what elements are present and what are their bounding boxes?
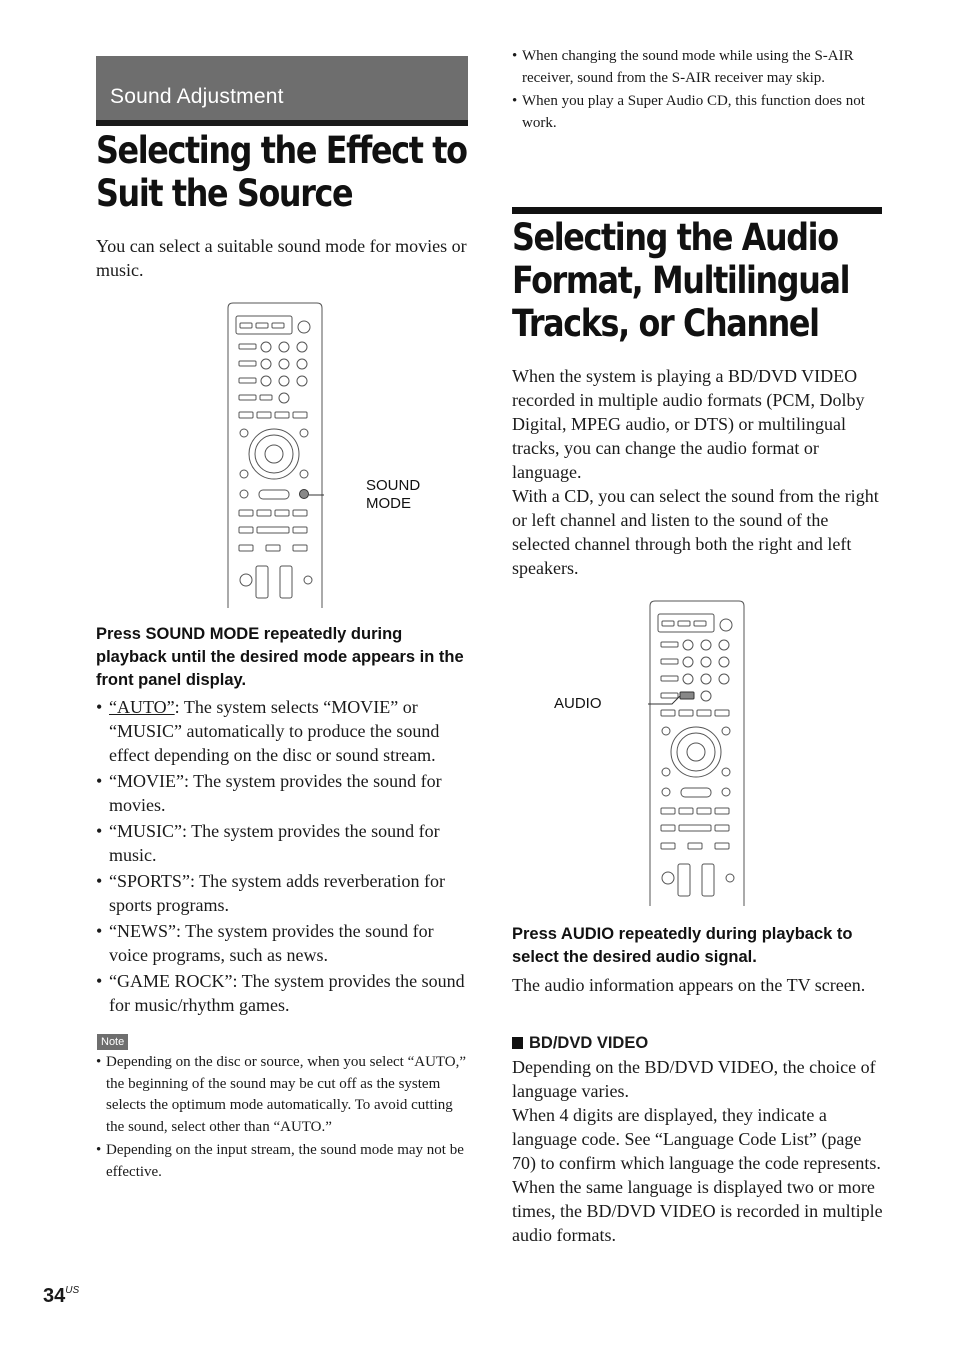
section-header-bar <box>96 56 468 126</box>
sound-mode-callout: SOUND MODE <box>366 477 421 512</box>
note-label: Note <box>97 1034 128 1050</box>
remote-control-illustration-sound-mode <box>226 302 324 608</box>
right-para-3: Depending on the BD/DVD VIDEO, the choice of language varies. <box>512 1057 876 1101</box>
heading-rule <box>512 207 882 214</box>
sound-mode-list <box>96 695 468 1019</box>
left-heading-line-1: Selecting the Effect to <box>96 129 467 172</box>
list-item: • Depending on the disc or source, when you select “AUTO,” the beginning of the sound may be cut off as the system selects the optimum mode automatically. To avoid cutting the sound, select other than “AUTO.” <box>96 1052 468 1138</box>
left-intro: You can select a suitable sound mode for movies or music. <box>96 236 467 280</box>
list-item: • When you play a Super Audio CD, this function does not work. <box>512 91 884 134</box>
bd-dvd-subheading: BD/DVD VIDEO <box>512 1033 648 1053</box>
right-heading-line-2: Format, Multilingual <box>512 259 850 302</box>
right-heading-line-3: Tracks, or Channel <box>512 302 819 345</box>
page-number: $34^{US}$ <box>43 1285 80 1307</box>
right-info: The audio information appears on the TV screen. <box>512 975 866 995</box>
list-item: • When changing the sound mode while using the S-AIR receiver, sound from the S-AIR receiver may skip. <box>512 46 884 89</box>
remote-control-illustration-audio <box>648 600 746 906</box>
list-item: • “MUSIC”: The system provides the sound for music. <box>96 819 468 867</box>
square-bullet-icon <box>512 1037 523 1049</box>
list-item: • “NEWS”: The system provides the sound for voice programs, such as news. <box>96 919 468 967</box>
right-top-notes <box>512 46 884 136</box>
left-heading <box>96 129 474 215</box>
section-title: Sound Adjustment <box>110 85 284 108</box>
list-item: • “MOVIE”: The system provides the sound for movies. <box>96 769 468 817</box>
left-instruction: Press SOUND MODE repeatedly during playback until the desired mode appears in the front panel display. <box>96 625 464 689</box>
right-instruction: Press AUDIO repeatedly during playback to select the desired audio signal. <box>512 925 853 966</box>
right-para-4: When 4 digits are displayed, they indicate a language code. See “Language Code List” (page 70) to confirm which language the code represents. When the same language is displayed two or more times, the BD/DVD VIDEO is recorded in multiple audio formats. <box>512 1105 883 1245</box>
right-para-2: With a CD, you can select the sound from the right or left channel and listen to the sound of the selected channel through both the right and left speakers. <box>512 486 879 578</box>
right-heading-line-1: Selecting the Audio <box>512 216 838 259</box>
list-item: • Depending on the input stream, the sound mode may not be effective. <box>96 1140 468 1183</box>
right-heading <box>512 216 890 345</box>
list-item: • “SPORTS”: The system adds reverberation for sports programs. <box>96 869 468 917</box>
right-para-1: When the system is playing a BD/DVD VIDEO recorded in multiple audio formats (PCM, Dolby Digital, MPEG audio, or DTS) or multilingual tracks, you can change the audio format or language. <box>512 366 865 482</box>
list-item: • “AUTO”: The system selects “MOVIE” or “MUSIC” automatically to produce the sound effect depending on the disc or sound stream. <box>96 695 468 767</box>
left-notes <box>96 1052 468 1185</box>
list-item: • “GAME ROCK”: The system provides the sound for music/rhythm games. <box>96 969 468 1017</box>
left-heading-line-2: Suit the Source <box>96 172 353 215</box>
audio-callout: AUDIO <box>554 695 602 712</box>
